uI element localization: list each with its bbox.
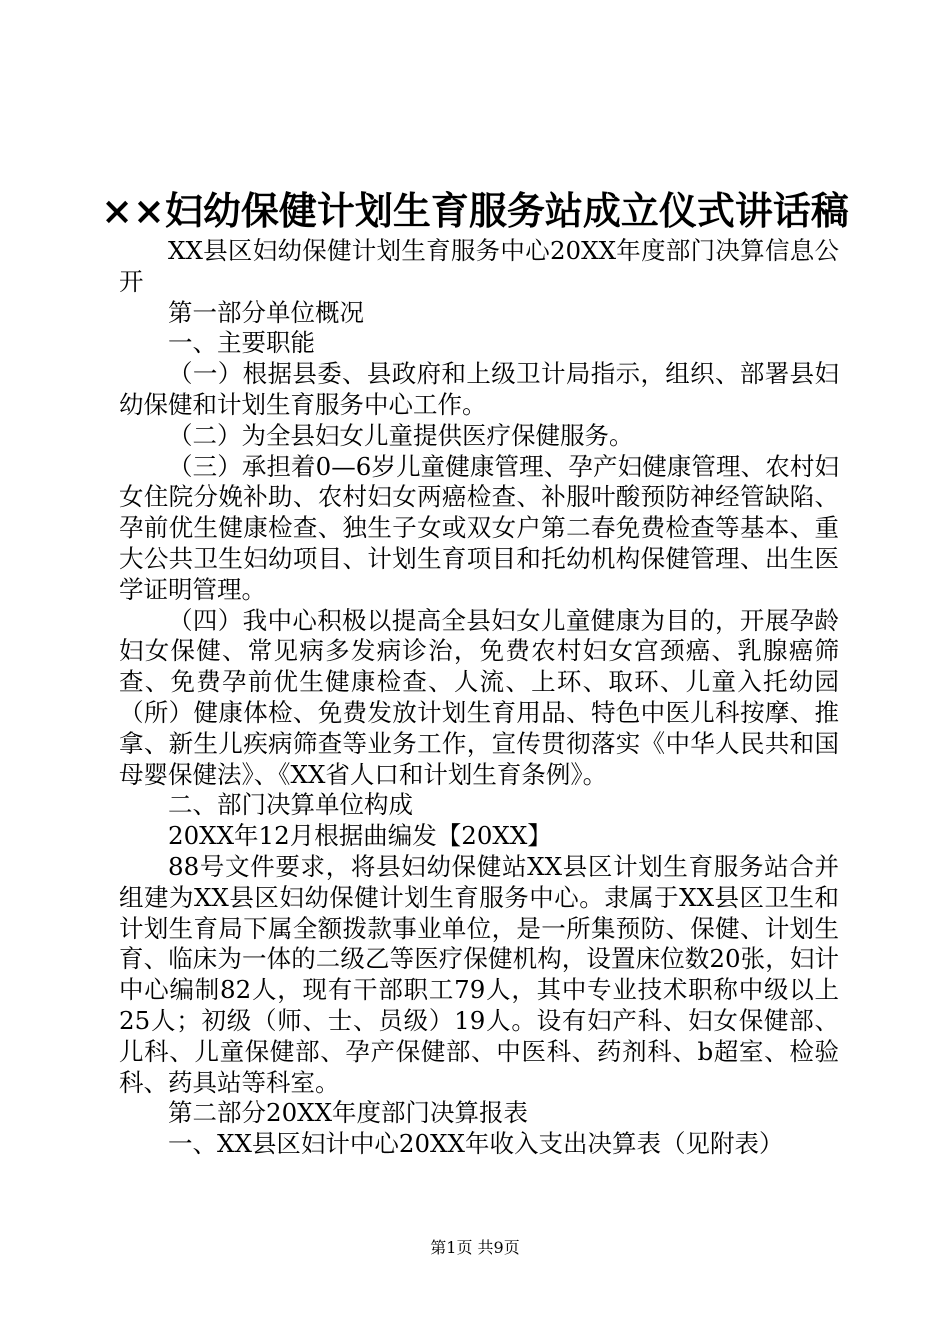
paragraph-duty-4: （四）我中心积极以提高全县妇女儿童健康为目的，开展孕龄妇女保健、常见病多发病诊治，免费农村妇女宫颈癌、乳腺癌筛查、免费孕前优生健康检查、人流、上环、取环、儿童入托幼园（所）健康体检、免费发放计划生育用品、特色中医儿科按摩、推拿、新生儿疾病筛查等业务工作，宣传贯彻落实《中华人民共和国母婴保健法》、《XX省人口和计划生育条例》。 xyxy=(119,605,839,789)
paragraph-income-table: 一、XX县区妇计中心20XX年收入支出决算表（见附表） xyxy=(168,1129,784,1159)
paragraph-date-line: 20XX年12月根据曲编发【20XX】 xyxy=(168,821,552,851)
paragraph-main-duties: 一、主要职能 xyxy=(168,328,315,358)
paragraph-heading-disclosure: XX县区妇幼保健计划生育服务中心20XX年度部门决算信息公开 xyxy=(119,236,839,296)
paragraph-part-one: 第一部分单位概况 xyxy=(168,297,364,327)
page-footer: 第1页 共9页 xyxy=(430,1238,520,1257)
paragraph-unit-composition: 二、部门决算单位构成 xyxy=(168,790,413,820)
document-body xyxy=(119,236,839,1160)
paragraph-duty-3: （三）承担着0—6岁儿童健康管理、孕产妇健康管理、农村妇女住院分娩补助、农村妇女两癌检查、补服叶酸预防神经管缺陷、孕前优生健康检查、独生子女或双女户第二春免费检查等基本、重大公共卫生妇幼项目、计划生育项目和托幼机构保健管理、出生医学证明管理。 xyxy=(119,451,839,604)
document-title: ××妇幼保健计划生育服务站成立仪式讲话稿 xyxy=(101,188,849,233)
paragraph-part-two: 第二部分20XX年度部门决算报表 xyxy=(168,1098,529,1128)
paragraph-duty-1: （一）根据县委、县政府和上级卫计局指示，组织、部署县妇幼保健和计划生育服务中心工作。 xyxy=(119,359,839,419)
paragraph-organization-detail: 88号文件要求，将县妇幼保健站XX县区计划生育服务站合并组建为XX县区妇幼保健计划生育服务中心。隶属于XX县区卫生和计划生育局下属全额拨款事业单位，是一所集预防、保健、计划生育、临床为一体的二级乙等医疗保健机构，设置床位数20张，妇计中心编制82人，现有干部职工79人，其中专业技术职称中级以上25人；初级（师、士、员级）19人。设有妇产科、妇女保健部、儿科、儿童保健部、孕产保健部、中医科、药剂科、b超室、检验科、药具站等科室。 xyxy=(119,851,839,1097)
paragraph-duty-2: （二）为全县妇女儿童提供医疗保健服务。 xyxy=(168,420,634,450)
